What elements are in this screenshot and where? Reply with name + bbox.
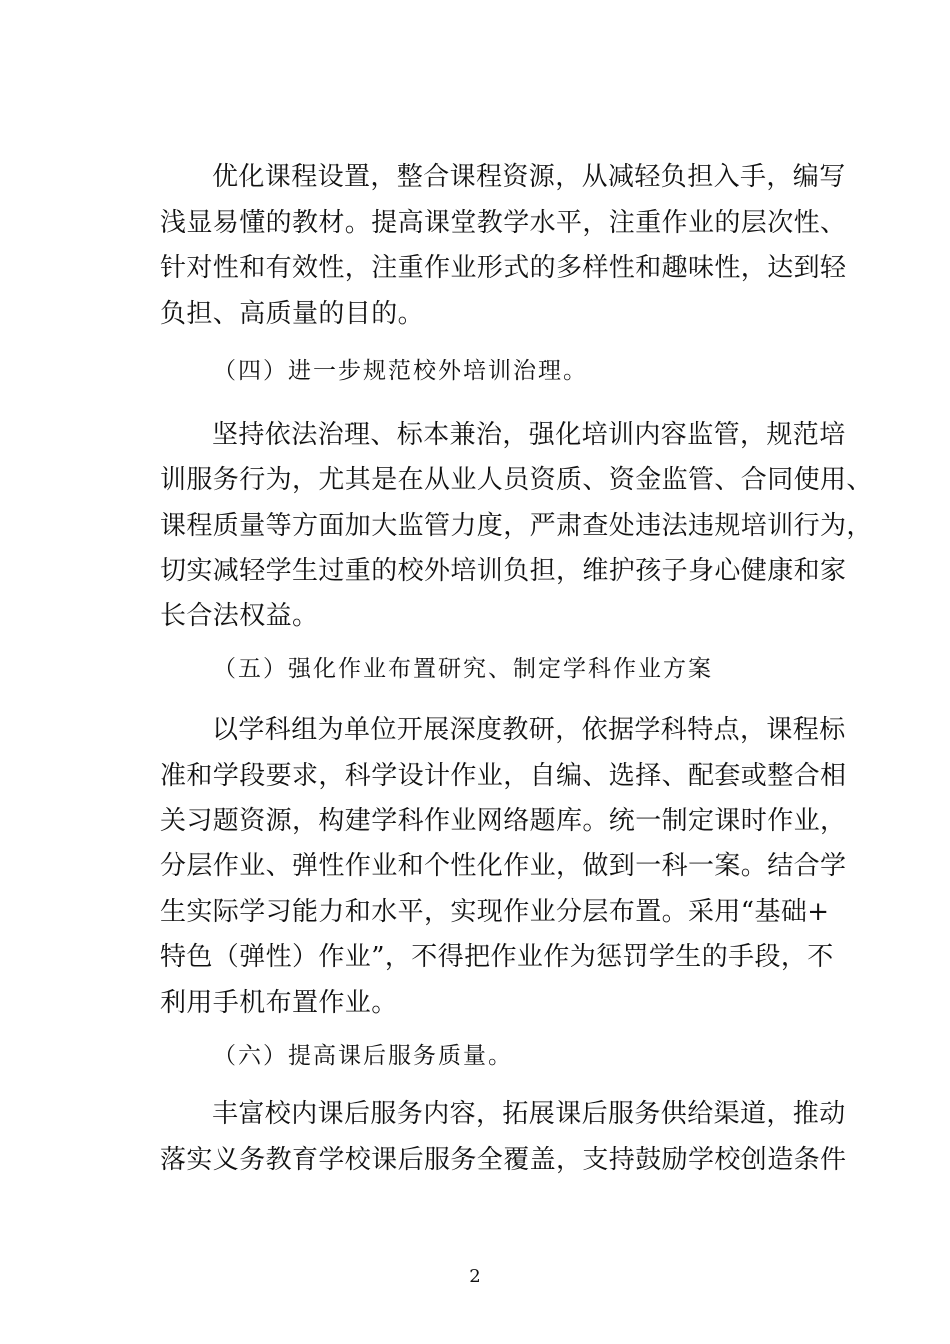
paragraph-line: 优化课程设置，整合课程资源，从减轻负担入手，编写 xyxy=(212,162,846,192)
paragraph-line: 生实际学习能力和水平，实现作业分层布置。采用“基础+ xyxy=(160,897,830,927)
paragraph-line: 切实减轻学生过重的校外培训负担，维护孩子身心健康和家 xyxy=(160,556,847,586)
section-heading-5: （五）强化作业布置研究、制定学科作业方案 xyxy=(213,656,713,682)
paragraph-line: 特色（弹性）作业”，不得把作业作为惩罚学生的手段，不 xyxy=(160,942,834,972)
paragraph-line: 课程质量等方面加大监管力度，严肃查处违法违规培训行为， xyxy=(160,511,873,541)
paragraph-line: 浅显易懂的教材。提高课堂教学水平，注重作业的层次性、 xyxy=(160,208,847,238)
section-heading-6: （六）提高课后服务质量。 xyxy=(213,1043,513,1069)
section-heading-4: （四）进一步规范校外培训治理。 xyxy=(213,358,588,384)
page-number: 2 xyxy=(469,1266,481,1287)
paragraph-line: 准和学段要求，科学设计作业，自编、选择、配套或整合相 xyxy=(160,761,847,791)
paragraph-line: 针对性和有效性，注重作业形式的多样性和趣味性，达到轻 xyxy=(160,253,847,283)
paragraph-line: 以学科组为单位开展深度教研，依据学科特点，课程标 xyxy=(212,715,846,745)
paragraph-line: 长合法权益。 xyxy=(160,601,319,631)
paragraph-line: 坚持依法治理、标本兼治，强化培训内容监管，规范培 xyxy=(212,420,846,450)
paragraph-line: 利用手机布置作业。 xyxy=(160,988,398,1018)
paragraph-line: 丰富校内课后服务内容，拓展课后服务供给渠道，推动 xyxy=(212,1099,846,1129)
paragraph-line: 负担、高质量的目的。 xyxy=(160,299,425,329)
paragraph-line: 训服务行为，尤其是在从业人员资质、资金监管、合同使用、 xyxy=(160,465,873,495)
paragraph-line: 关习题资源，构建学科作业网络题库。统一制定课时作业， xyxy=(160,806,847,836)
paragraph-line: 分层作业、弹性作业和个性化作业，做到一科一案。结合学 xyxy=(160,851,847,881)
paragraph-line: 落实义务教育学校课后服务全覆盖，支持鼓励学校创造条件 xyxy=(160,1145,847,1175)
